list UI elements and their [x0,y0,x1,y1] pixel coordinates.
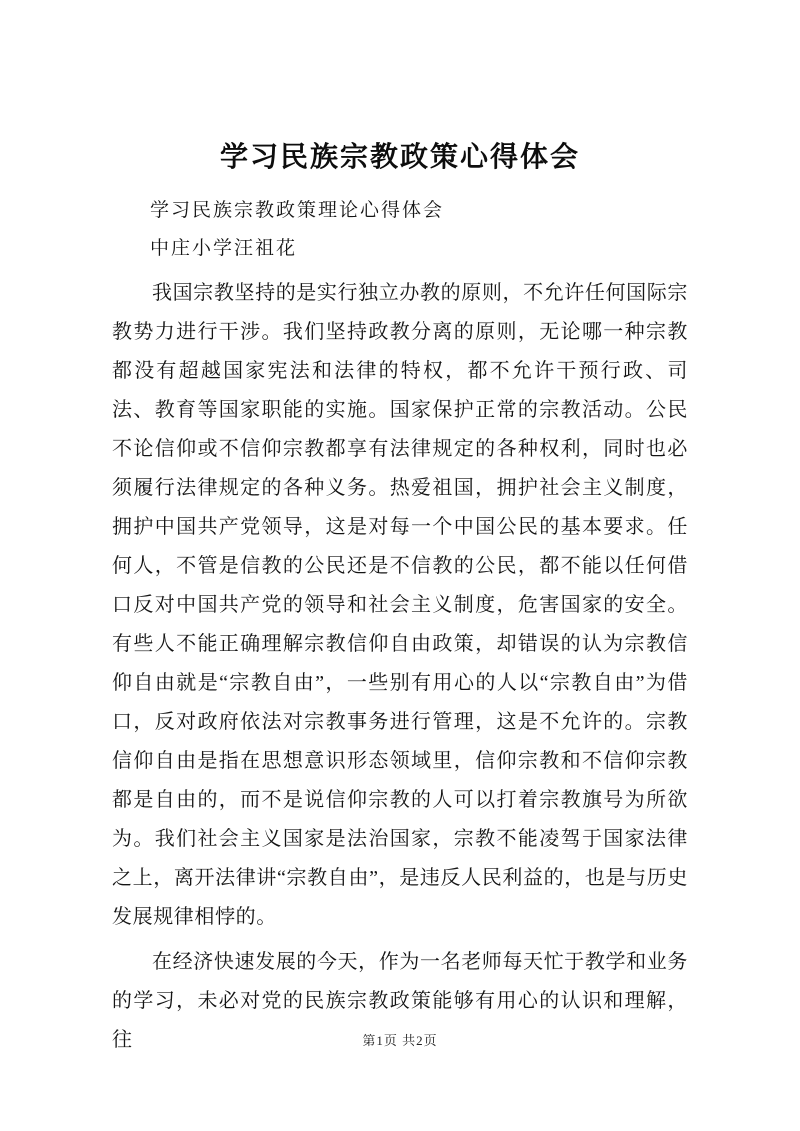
body-paragraph: 在经济快速发展的今天，作为一名老师每天忙于教学和业务的学习，未必对党的民族宗教政策能够有用心的认识和理解，往 [112,951,688,1051]
page-number: 第1页 共2页 [362,1033,438,1048]
page-title: 学习民族宗教政策心得体会 [219,142,580,173]
page-footer [0,1030,800,1049]
subtitle: 学习民族宗教政策理论心得体会 [150,200,445,221]
body-paragraph: 我国宗教坚持的是实行独立办教的原则，不允许任何国际宗教势力进行干涉。我们坚持政教分离的原则，无论哪一种宗教都没有超越国家宪法和法律的特权，都不允许干预行政、司法、教育等国家职能的实施。国家保护正常的宗教活动。公民不论信仰或不信仰宗教都享有法律规定的各种权利，同时也必须履行法律规定的各种义务。热爱祖国，拥护社会主义制度，拥护中国共产党领导，这是对每一个中国公民的基本要求。任何人，不管是信教的公民还是不信教的公民，都不能以任何借口反对中国共产党的领导和社会主义制度，危害国家的安全。有些人不能正确理解宗教信仰自由政策，却错误的认为宗教信仰自由就是“宗教自由”，一些别有用心的人以“宗教自由”为借口，反对政府依法对宗教事务进行管理，这是不允许的。宗教信仰自由是指在思想意识形态领域里，信仰宗教和不信仰宗教都是自由的，而不是说信仰宗教的人可以打着宗教旗号为所欲为。我们社会主义国家是法治国家，宗教不能凌驾于国家法律之上，离开法律讲“宗教自由”，是违反人民利益的，也是与历史发展规律相悖的。 [112,282,688,928]
author-line: 中庄小学汪祖花 [150,238,298,259]
